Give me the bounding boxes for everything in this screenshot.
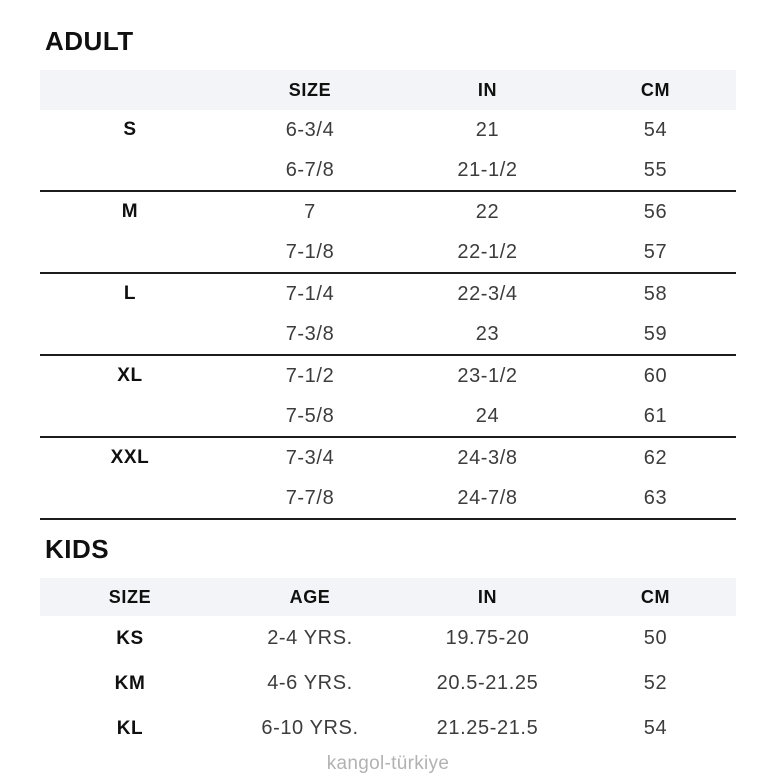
cm-cell: 54 bbox=[643, 118, 668, 141]
table-row bbox=[40, 706, 736, 751]
kids-header-cm: CM bbox=[640, 586, 671, 607]
age-cell: 6-10 YRS. bbox=[261, 717, 359, 739]
cm-cell: 56 bbox=[643, 200, 668, 223]
table-row bbox=[40, 438, 736, 478]
table-row bbox=[40, 314, 736, 354]
size-group-label: XL bbox=[117, 365, 143, 386]
cm-cell: 54 bbox=[643, 717, 668, 739]
in-cell: 21 bbox=[475, 118, 500, 141]
kids-header-age: AGE bbox=[289, 586, 331, 607]
size-cell: 7-7/8 bbox=[285, 486, 335, 509]
adult-header-size: SIZE bbox=[288, 79, 332, 100]
kids-header-in: IN bbox=[477, 586, 498, 607]
table-row bbox=[40, 150, 736, 190]
age-cell: 2-4 YRS. bbox=[267, 627, 353, 649]
adult-size-table bbox=[40, 70, 736, 520]
kids-size-table bbox=[40, 578, 736, 751]
site-watermark: kangol-türkiye bbox=[326, 753, 450, 774]
cm-cell: 57 bbox=[643, 240, 668, 263]
kids-table-header-row bbox=[40, 578, 736, 616]
table-row bbox=[40, 356, 736, 396]
in-cell: 23-1/2 bbox=[457, 364, 518, 387]
table-row bbox=[40, 661, 736, 706]
in-cell: 20.5-21.25 bbox=[436, 672, 539, 694]
table-row bbox=[40, 232, 736, 272]
adult-group-l bbox=[40, 274, 736, 356]
table-row bbox=[40, 110, 736, 150]
cm-cell: 63 bbox=[643, 486, 668, 509]
cm-cell: 59 bbox=[643, 322, 668, 345]
in-cell: 21.25-21.5 bbox=[436, 717, 539, 739]
size-group-label: L bbox=[123, 283, 137, 304]
size-cell: 7-3/8 bbox=[285, 322, 335, 345]
adult-group-m bbox=[40, 192, 736, 274]
adult-section-heading: ADULT bbox=[45, 26, 134, 56]
cm-cell: 58 bbox=[643, 282, 668, 305]
cm-cell: 52 bbox=[643, 672, 668, 694]
in-cell: 21-1/2 bbox=[457, 158, 518, 181]
adult-header-in: IN bbox=[477, 79, 498, 100]
in-cell: 24 bbox=[475, 404, 500, 427]
in-cell: 22 bbox=[475, 200, 500, 223]
size-cell: 7-5/8 bbox=[285, 404, 335, 427]
size-cell: 7-1/2 bbox=[285, 364, 335, 387]
age-cell: 4-6 YRS. bbox=[267, 672, 353, 694]
table-row bbox=[40, 192, 736, 232]
table-row bbox=[40, 616, 736, 661]
in-cell: 19.75-20 bbox=[445, 627, 530, 649]
size-group-label: S bbox=[123, 119, 137, 140]
adult-group-xxl bbox=[40, 438, 736, 520]
cm-cell: 61 bbox=[643, 404, 668, 427]
kids-size-label: KM bbox=[114, 672, 146, 694]
kids-header-size: SIZE bbox=[108, 586, 152, 607]
table-row bbox=[40, 396, 736, 436]
table-row bbox=[40, 274, 736, 314]
cm-cell: 55 bbox=[643, 158, 668, 181]
adult-table-header-row bbox=[40, 70, 736, 110]
kids-size-label: KS bbox=[116, 627, 144, 649]
size-cell: 7 bbox=[304, 200, 316, 223]
table-row bbox=[40, 478, 736, 518]
in-cell: 22-1/2 bbox=[457, 240, 518, 263]
kids-size-label: KL bbox=[116, 717, 144, 739]
adult-header-cm: CM bbox=[640, 79, 671, 100]
size-cell: 7-1/4 bbox=[285, 282, 335, 305]
adult-group-xl bbox=[40, 356, 736, 438]
in-cell: 22-3/4 bbox=[457, 282, 518, 305]
size-cell: 7-3/4 bbox=[285, 446, 335, 469]
kids-section-heading: KIDS bbox=[45, 534, 110, 564]
size-cell: 7-1/8 bbox=[285, 240, 335, 263]
in-cell: 24-3/8 bbox=[457, 446, 518, 469]
size-group-label: XXL bbox=[110, 447, 150, 468]
cm-cell: 60 bbox=[643, 364, 668, 387]
adult-group-s bbox=[40, 110, 736, 192]
in-cell: 23 bbox=[475, 322, 500, 345]
cm-cell: 50 bbox=[643, 627, 668, 649]
in-cell: 24-7/8 bbox=[457, 486, 518, 509]
size-group-label: M bbox=[121, 201, 139, 222]
size-cell: 6-7/8 bbox=[285, 158, 335, 181]
cm-cell: 62 bbox=[643, 446, 668, 469]
size-cell: 6-3/4 bbox=[285, 118, 335, 141]
